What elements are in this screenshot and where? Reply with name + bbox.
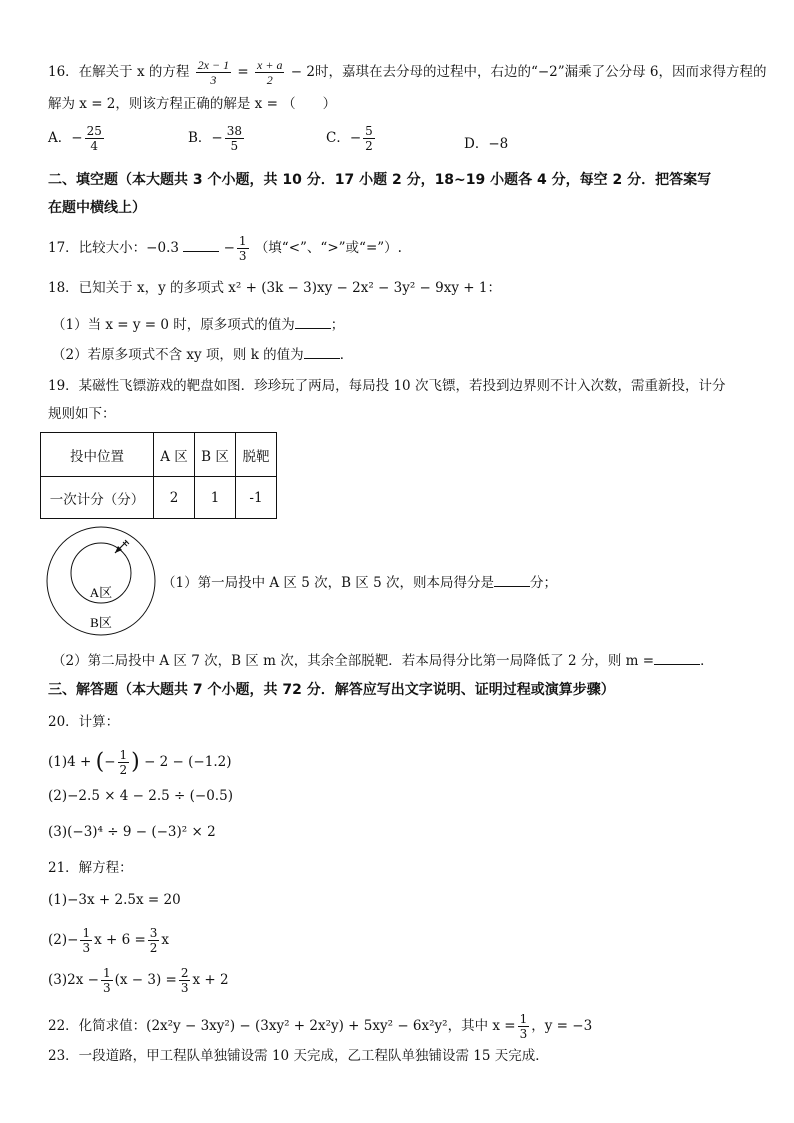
table-header-cell: A 区 [154, 433, 195, 477]
equals-sign: = [237, 64, 249, 80]
q21-p3-text-b: (x − 3) = [114, 972, 177, 988]
q18-part1 [52, 314, 344, 335]
score-table [40, 432, 277, 519]
frac-denominator: 3 [519, 1027, 528, 1041]
q22-frac [518, 1012, 530, 1041]
q20-p1-frac [118, 748, 130, 777]
q21-part1: (1)−3x + 2.5x = 20 [48, 892, 181, 908]
q16-option-a[interactable] [48, 124, 106, 153]
q21-p3-text-c: x + 2 [192, 972, 229, 988]
minus-sign: − [104, 754, 116, 770]
q20-part1 [48, 748, 231, 777]
q22-text-a: 22．化简求值：(2x²y − 3xy²) − (3xy² + 2x²y) + 5xy² − 6x²y²，其中 x = [48, 1018, 516, 1034]
q16-option-d[interactable]: D．−8 [464, 136, 509, 152]
option-frac [85, 124, 104, 153]
q20-title: 20．计算： [48, 714, 120, 730]
frac-numerator: 3 [149, 926, 158, 940]
frac-denominator: 2 [266, 73, 273, 87]
frac-numerator: 1 [519, 1012, 528, 1026]
frac-denominator: 2 [119, 763, 128, 777]
frac-numerator: 5 [365, 124, 373, 138]
table-cell: 2 [154, 477, 195, 519]
q22-text-b: ，y = −3 [531, 1018, 593, 1034]
option-label: B．− [188, 130, 223, 146]
table-cell: 1 [195, 477, 236, 519]
q16-line2: 解为 x = 2，则该方程正确的解是 x = （ ） [48, 96, 337, 112]
q20-p1-text-a: (1)4 + [48, 754, 92, 770]
table-row [41, 477, 277, 519]
q17-suffix: （填“<”、“>”或“=”）. [254, 240, 402, 256]
q21-p3-text-a: (3)2x − [48, 972, 99, 988]
frac-denominator: 3 [210, 73, 217, 87]
q21-p2-text-b: x + 6 = [94, 932, 146, 948]
left-paren: ( [95, 749, 105, 775]
table-header-cell: B 区 [195, 433, 236, 477]
q16-frac-left [196, 58, 231, 87]
q21-part3 [48, 966, 229, 995]
q21-p3-frac2 [179, 966, 191, 995]
q21-p3-frac1 [101, 966, 113, 995]
q18-part1-blank[interactable] [295, 314, 331, 329]
minus-sign: − [223, 240, 235, 256]
q19-part1-end: 分； [529, 575, 557, 591]
q19-part1-blank[interactable] [494, 572, 530, 587]
q17-frac [237, 234, 249, 263]
q19-part2 [52, 650, 714, 671]
q23-line: 23．一段道路，甲工程队单独铺设需 10 天完成，乙工程队单独铺设需 15 天完成． [48, 1048, 549, 1064]
q21-title: 21．解方程： [48, 860, 133, 876]
frac-denominator: 3 [102, 981, 111, 995]
q18-line1: 18．已知关于 x，y 的多项式 x² + (3k − 3)xy − 2x² − 3y² − 9xy + 1： [48, 280, 501, 296]
table-header-row [41, 433, 277, 477]
table-cell: 一次计分（分） [41, 477, 154, 519]
q19-part2-blank[interactable] [654, 650, 700, 665]
q17-answer-blank[interactable] [183, 237, 219, 252]
q18-part2 [52, 344, 353, 365]
q21-part2 [48, 926, 169, 955]
zone-a-label: A区 [89, 585, 113, 600]
q16-text-a: 16．在解关于 x 的方程 [48, 64, 190, 80]
q17-line [48, 234, 402, 263]
section2-heading-line2: 在题中横线上） [48, 200, 146, 216]
frac-numerator: 2x − 1 [197, 58, 230, 72]
q21-p2-frac1 [80, 926, 92, 955]
q16-frac-right [255, 58, 284, 87]
section2-heading-line1: 二、填空题（本大题共 3 个小题，共 10 分．17 小题 2 分，18~19 小题各 4 分，每空 2 分．把答案写 [48, 172, 712, 188]
frac-denominator: 3 [238, 249, 247, 263]
section3-heading: 三、解答题（本大题共 7 个小题，共 72 分．解答应写出文字说明、证明过程或演算步骤） [48, 682, 615, 698]
q17-prefix: 17．比较大小：−0.3 [48, 240, 179, 256]
frac-numerator: 25 [86, 124, 102, 138]
q21-p2-frac2 [148, 926, 160, 955]
q22-line [48, 1012, 592, 1041]
table-header-cell: 投中位置 [41, 433, 154, 477]
frac-denominator: 3 [82, 941, 91, 955]
punctuation: ． [339, 347, 354, 363]
q19-part2-text: （2）第二局投中 A 区 7 次，B 区 m 次，其余全部脱靶．若本局得分比第一局降低了 2 分，则 m = [52, 653, 655, 669]
option-label: C．− [326, 130, 362, 146]
q19-part1 [162, 572, 557, 593]
option-frac [363, 124, 375, 153]
q21-p2-text-a: (2)− [48, 932, 79, 948]
frac-numerator: 1 [102, 966, 111, 980]
q20-part2: (2)−2.5 × 4 − 2.5 ÷ (−0.5) [48, 788, 233, 804]
frac-numerator: 1 [238, 234, 247, 248]
option-frac [225, 124, 244, 153]
frac-denominator: 2 [365, 139, 373, 153]
q19-line1: 19．某磁性飞镖游戏的靶盘如图．珍珍玩了两局，每局投 10 次飞镖，若投到边界则不计入次数，需重新投，计分 [48, 378, 726, 394]
q16-option-b[interactable] [188, 124, 246, 153]
q18-part2-blank[interactable] [304, 344, 340, 359]
zone-b-label: B区 [90, 615, 112, 630]
frac-denominator: 3 [180, 981, 189, 995]
q19-line2: 规则如下： [48, 406, 116, 422]
punctuation: ； [330, 317, 345, 333]
frac-numerator: 1 [119, 748, 128, 762]
frac-numerator: 38 [226, 124, 243, 138]
q20-part3: (3)(−3)⁴ ÷ 9 − (−3)² × 2 [48, 824, 216, 840]
table-header-cell: 脱靶 [236, 433, 277, 477]
dartboard-figure [45, 525, 157, 637]
q19-part1-text: （1）第一局投中 A 区 5 次，B 区 5 次，则本局得分是 [162, 575, 494, 591]
q18-part1-text: （1）当 x = y = 0 时，原多项式的值为 [52, 317, 295, 333]
frac-denominator: 4 [90, 139, 99, 153]
frac-numerator: 2 [180, 966, 189, 980]
q16-text-b: − 2时，嘉琪在去分母的过程中，右边的“−2”漏乘了公分母 6，因而求得方程的 [290, 64, 767, 80]
frac-numerator: 1 [82, 926, 91, 940]
frac-denominator: 2 [149, 941, 158, 955]
q16-option-c[interactable] [326, 124, 377, 153]
q21-p2-text-c: x [161, 932, 170, 948]
frac-numerator: x + a [257, 58, 283, 72]
right-paren: ) [131, 749, 140, 775]
frac-denominator: 5 [230, 139, 239, 153]
option-label: A．− [48, 130, 83, 146]
table-cell: -1 [236, 477, 277, 519]
q18-part2-text: （2）若原多项式不含 xy 项，则 k 的值为 [52, 347, 304, 363]
punctuation: ． [700, 653, 714, 669]
q16-line1 [48, 58, 767, 87]
q20-p1-text-b: − 2 − (−1.2) [144, 754, 232, 770]
